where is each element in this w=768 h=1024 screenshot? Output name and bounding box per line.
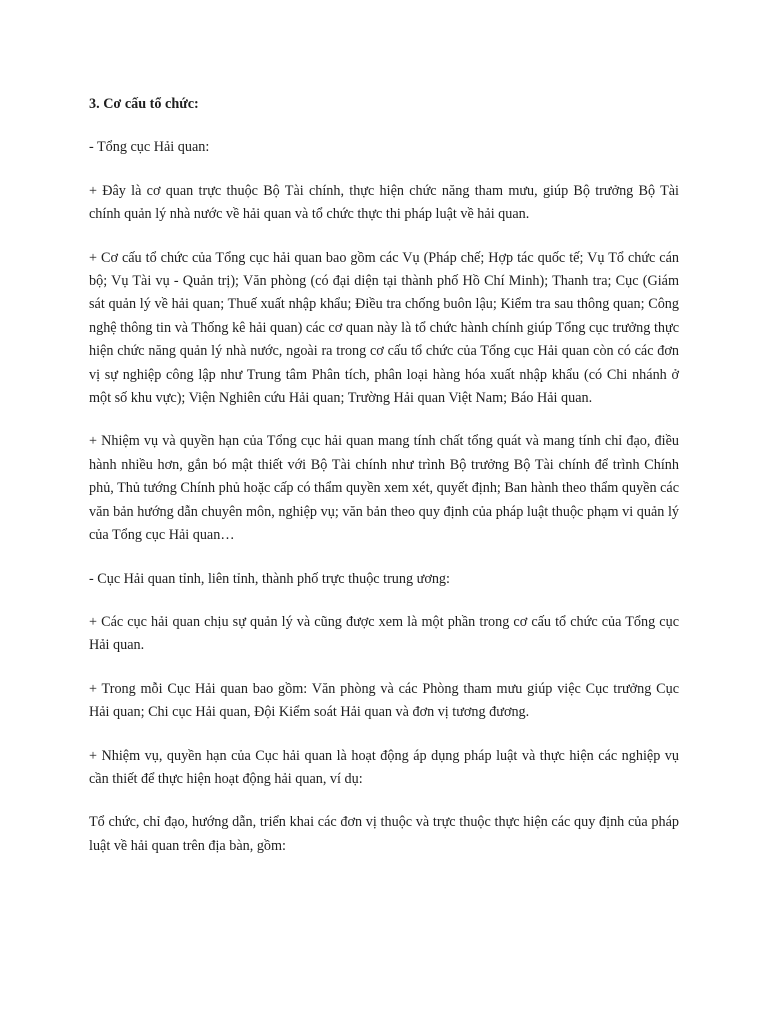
paragraph-composition: + Trong mỗi Cục Hải quan bao gồm: Văn phòng và các Phòng tham mưu giúp việc Cục trưởng Cục Hải quan; Chi cục Hải quan, Đội Kiểm soát Hải quan và đơn vị tương đương. bbox=[89, 680, 679, 721]
paragraph-duties: + Nhiệm vụ và quyền hạn của Tổng cục hải quan mang tính chất tổng quát và mang tính chỉ đạo, điều hành nhiều hơn, gắn bó mật thiết với Bộ Tài chính như trình Bộ trưởng Bộ Tài chính để trình Chính phủ, Thủ tướng Chính phủ hoặc cấp có thẩm quyền xem xét, quyết định; Ban hành theo thẩm quyền các văn bản hướng dẫn chuyên môn, nghiệp vụ; văn bản theo quy định của pháp luật thuộc phạm vi quản lý của Tổng cục Hải quan… bbox=[89, 433, 679, 544]
paragraph-general-department: - Tổng cục Hải quan: bbox=[89, 139, 210, 156]
paragraph-management: + Các cục hải quan chịu sự quản lý và cũng được xem là một phần trong cơ cấu tổ chức của Tổng cục Hải quan. bbox=[89, 613, 679, 654]
paragraph-structure: + Cơ cấu tổ chức của Tổng cục hải quan bao gồm các Vụ (Pháp chế; Hợp tác quốc tế; Vụ Tổ chức cán bộ; Vụ Tài vụ - Quản trị); Văn phòng (có đại diện tại thành phố Hồ Chí Minh); Thanh tra; Cục (Giám sát quản lý về hải quan; Thuế xuất nhập khẩu; Điều tra chống buôn lậu; Kiểm tra sau thông quan; Công nghệ thông tin và Thống kê hải quan) các cơ quan này là tổ chức hành chính giúp Tổng cục trưởng thực hiện chức năng quản lý nhà nước, ngoài ra trong cơ cấu tổ chức của Tổng cục Hải quan còn có các đơn vị sự nghiệp công lập như Trung tâm Phân tích, phân loại hàng hóa xuất nhập khẩu (có Chi nhánh ở một số khu vực); Viện Nghiên cứu Hải quan; Trường Hải quan Việt Nam; Báo Hải quan. bbox=[89, 249, 679, 407]
paragraph-tasks: + Nhiệm vụ, quyền hạn của Cục hải quan là hoạt động áp dụng pháp luật và thực hiện các nghiệp vụ cần thiết để thực hiện hoạt động hải quan, ví dụ: bbox=[89, 747, 679, 787]
paragraph-organization: Tổ chức, chỉ đạo, hướng dẫn, triển khai các đơn vị thuộc và trực thuộc thực hiện các quy định của pháp luật về hải quan trên địa bàn, gồm: bbox=[89, 814, 679, 854]
document-body bbox=[89, 93, 679, 878]
paragraph-definition: + Đây là cơ quan trực thuộc Bộ Tài chính, thực hiện chức năng tham mưu, giúp Bộ trưởng Bộ Tài chính quản lý nhà nước về hải quan và tổ chức thực thi pháp luật về hải quan. bbox=[89, 182, 679, 223]
section-heading: 3. Cơ cấu tổ chức: bbox=[89, 96, 199, 112]
paragraph-provincial-departments: - Cục Hải quan tỉnh, liên tỉnh, thành phố trực thuộc trung ương: bbox=[89, 570, 450, 587]
